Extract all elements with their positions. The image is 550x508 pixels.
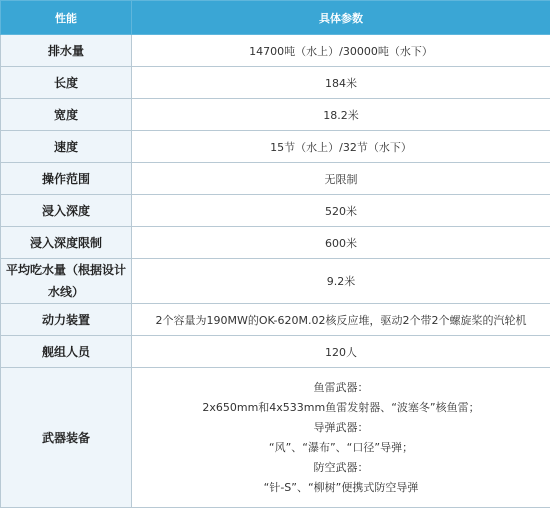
row-label: 舰组人员 [1,336,132,368]
row-value: 120人 [132,336,550,368]
row-immersion-depth-limit [1,227,550,259]
row-label: 宽度 [1,99,132,131]
row-label: 浸入深度 [1,195,132,227]
header-specific-parameters: 具体参数 [132,1,550,35]
row-speed [1,131,550,163]
row-immersion-depth [1,195,550,227]
row-label: 操作范围 [1,163,132,195]
air-defense-detail: “针-S”、“柳树”便携式防空导弹 [136,478,546,498]
row-value: 520米 [132,195,550,227]
table-header-row [1,1,550,35]
row-displacement [1,35,550,67]
row-value: 无限制 [132,163,550,195]
row-power-plant [1,304,550,336]
row-label: 速度 [1,131,132,163]
row-label: 浸入深度限制 [1,227,132,259]
row-value: 9.2米 [132,259,550,304]
row-crew [1,336,550,368]
torpedo-heading: 鱼雷武器： [136,378,546,398]
missile-heading: 导弹武器： [136,418,546,438]
row-value: 14700吨（水上）/30000吨（水下） [132,35,550,67]
row-average-draft [1,259,550,304]
row-label: 动力装置 [1,304,132,336]
missile-detail: “风”、“瀑布”、“口径”导弹； [136,438,546,458]
row-label: 武器装备 [1,368,132,508]
row-label: 长度 [1,67,132,99]
header-performance: 性能 [1,1,132,35]
torpedo-detail: 2x650mm和4x533mm鱼雷发射器、“波塞冬”核鱼雷； [136,398,546,418]
row-value: 184米 [132,67,550,99]
row-operating-range [1,163,550,195]
row-value: 15节（水上）/32节（水下） [132,131,550,163]
row-label: 平均吃水量（根据设计水线） [1,259,132,304]
row-length [1,67,550,99]
air-defense-heading: 防空武器： [136,458,546,478]
row-weapons [1,368,550,508]
row-label: 排水量 [1,35,132,67]
row-value: 600米 [132,227,550,259]
row-width [1,99,550,131]
row-value: 18.2米 [132,99,550,131]
row-value: 2个容量为190MW的OK-620M.02核反应堆，驱动2个带2个螺旋桨的汽轮机 [132,304,550,336]
weapons-value [132,368,550,508]
